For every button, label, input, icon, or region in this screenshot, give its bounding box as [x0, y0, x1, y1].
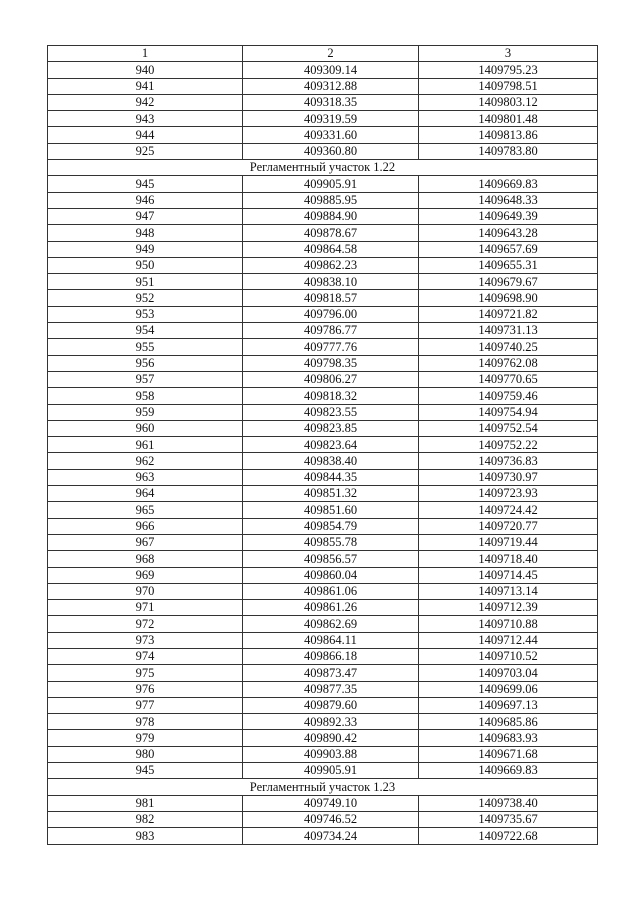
- table-row: [48, 502, 598, 518]
- section-row: [48, 160, 598, 176]
- point-number-cell: 959: [48, 404, 243, 420]
- point-number-cell: 983: [48, 828, 243, 844]
- point-number-cell: 950: [48, 257, 243, 273]
- point-number-cell: 958: [48, 388, 243, 404]
- point-number-cell: 976: [48, 681, 243, 697]
- header-cell-x: 2: [243, 46, 419, 62]
- point-number-cell: 960: [48, 420, 243, 436]
- x-coordinate-cell: 409838.40: [243, 453, 419, 469]
- table-row: [48, 469, 598, 485]
- table-row: [48, 208, 598, 224]
- y-coordinate-cell: 1409730.97: [419, 469, 598, 485]
- table-row: [48, 339, 598, 355]
- y-coordinate-cell: 1409813.86: [419, 127, 598, 143]
- x-coordinate-cell: 409796.00: [243, 306, 419, 322]
- y-coordinate-cell: 1409669.83: [419, 763, 598, 779]
- table-row: [48, 681, 598, 697]
- x-coordinate-cell: 409806.27: [243, 371, 419, 387]
- table-row: [48, 225, 598, 241]
- coordinates-table: [47, 45, 598, 845]
- y-coordinate-cell: 1409712.44: [419, 632, 598, 648]
- table-row: [48, 746, 598, 762]
- y-coordinate-cell: 1409649.39: [419, 208, 598, 224]
- table-row: [48, 437, 598, 453]
- point-number-cell: 945: [48, 176, 243, 192]
- point-number-cell: 977: [48, 697, 243, 713]
- point-number-cell: 978: [48, 714, 243, 730]
- y-coordinate-cell: 1409683.93: [419, 730, 598, 746]
- x-coordinate-cell: 409903.88: [243, 746, 419, 762]
- x-coordinate-cell: 409854.79: [243, 518, 419, 534]
- x-coordinate-cell: 409861.06: [243, 583, 419, 599]
- point-number-cell: 956: [48, 355, 243, 371]
- y-coordinate-cell: 1409718.40: [419, 551, 598, 567]
- y-coordinate-cell: 1409798.51: [419, 78, 598, 94]
- x-coordinate-cell: 409319.59: [243, 111, 419, 127]
- point-number-cell: 941: [48, 78, 243, 94]
- point-number-cell: 967: [48, 534, 243, 550]
- header-cell-point: 1: [48, 46, 243, 62]
- y-coordinate-cell: 1409735.67: [419, 811, 598, 827]
- x-coordinate-cell: 409873.47: [243, 665, 419, 681]
- y-coordinate-cell: 1409720.77: [419, 518, 598, 534]
- x-coordinate-cell: 409818.32: [243, 388, 419, 404]
- y-coordinate-cell: 1409770.65: [419, 371, 598, 387]
- x-coordinate-cell: 409860.04: [243, 567, 419, 583]
- section-row: [48, 779, 598, 795]
- point-number-cell: 954: [48, 323, 243, 339]
- y-coordinate-cell: 1409803.12: [419, 94, 598, 110]
- x-coordinate-cell: 409312.88: [243, 78, 419, 94]
- y-coordinate-cell: 1409724.42: [419, 502, 598, 518]
- x-coordinate-cell: 409823.85: [243, 420, 419, 436]
- header-row: [48, 46, 598, 62]
- x-coordinate-cell: 409331.60: [243, 127, 419, 143]
- y-coordinate-cell: 1409719.44: [419, 534, 598, 550]
- point-number-cell: 925: [48, 143, 243, 159]
- point-number-cell: 968: [48, 551, 243, 567]
- x-coordinate-cell: 409818.57: [243, 290, 419, 306]
- point-number-cell: 949: [48, 241, 243, 257]
- table-row: [48, 486, 598, 502]
- y-coordinate-cell: 1409713.14: [419, 583, 598, 599]
- point-number-cell: 975: [48, 665, 243, 681]
- point-number-cell: 944: [48, 127, 243, 143]
- y-coordinate-cell: 1409657.69: [419, 241, 598, 257]
- point-number-cell: 951: [48, 274, 243, 290]
- y-coordinate-cell: 1409762.08: [419, 355, 598, 371]
- table-row: [48, 632, 598, 648]
- table-row: [48, 290, 598, 306]
- point-number-cell: 948: [48, 225, 243, 241]
- table-row: [48, 241, 598, 257]
- x-coordinate-cell: 409798.35: [243, 355, 419, 371]
- y-coordinate-cell: 1409731.13: [419, 323, 598, 339]
- x-coordinate-cell: 409855.78: [243, 534, 419, 550]
- x-coordinate-cell: 409851.32: [243, 486, 419, 502]
- table-row: [48, 730, 598, 746]
- point-number-cell: 946: [48, 192, 243, 208]
- y-coordinate-cell: 1409740.25: [419, 339, 598, 355]
- table-row: [48, 404, 598, 420]
- x-coordinate-cell: 409864.11: [243, 632, 419, 648]
- x-coordinate-cell: 409890.42: [243, 730, 419, 746]
- table-row: [48, 583, 598, 599]
- point-number-cell: 942: [48, 94, 243, 110]
- x-coordinate-cell: 409877.35: [243, 681, 419, 697]
- y-coordinate-cell: 1409721.82: [419, 306, 598, 322]
- table-row: [48, 453, 598, 469]
- x-coordinate-cell: 409777.76: [243, 339, 419, 355]
- header-cell-y: 3: [419, 46, 598, 62]
- table-row: [48, 78, 598, 94]
- y-coordinate-cell: 1409703.04: [419, 665, 598, 681]
- y-coordinate-cell: 1409710.88: [419, 616, 598, 632]
- x-coordinate-cell: 409905.91: [243, 176, 419, 192]
- x-coordinate-cell: 409856.57: [243, 551, 419, 567]
- table-row: [48, 176, 598, 192]
- y-coordinate-cell: 1409759.46: [419, 388, 598, 404]
- point-number-cell: 973: [48, 632, 243, 648]
- y-coordinate-cell: 1409699.06: [419, 681, 598, 697]
- table-row: [48, 714, 598, 730]
- x-coordinate-cell: 409861.26: [243, 600, 419, 616]
- table-row: [48, 648, 598, 664]
- x-coordinate-cell: 409885.95: [243, 192, 419, 208]
- x-coordinate-cell: 409823.55: [243, 404, 419, 420]
- point-number-cell: 971: [48, 600, 243, 616]
- table-row: [48, 306, 598, 322]
- x-coordinate-cell: 409851.60: [243, 502, 419, 518]
- table-row: [48, 274, 598, 290]
- y-coordinate-cell: 1409697.13: [419, 697, 598, 713]
- point-number-cell: 964: [48, 486, 243, 502]
- x-coordinate-cell: 409734.24: [243, 828, 419, 844]
- table-row: [48, 763, 598, 779]
- y-coordinate-cell: 1409783.80: [419, 143, 598, 159]
- x-coordinate-cell: 409838.10: [243, 274, 419, 290]
- point-number-cell: 961: [48, 437, 243, 453]
- point-number-cell: 943: [48, 111, 243, 127]
- point-number-cell: 965: [48, 502, 243, 518]
- x-coordinate-cell: 409864.58: [243, 241, 419, 257]
- table-row: [48, 371, 598, 387]
- section-title: Регламентный участок 1.22: [48, 160, 598, 176]
- table-row: [48, 355, 598, 371]
- table-row: [48, 192, 598, 208]
- point-number-cell: 969: [48, 567, 243, 583]
- point-number-cell: 947: [48, 208, 243, 224]
- point-number-cell: 974: [48, 648, 243, 664]
- table-row: [48, 62, 598, 78]
- y-coordinate-cell: 1409669.83: [419, 176, 598, 192]
- x-coordinate-cell: 409786.77: [243, 323, 419, 339]
- table-row: [48, 388, 598, 404]
- x-coordinate-cell: 409360.80: [243, 143, 419, 159]
- x-coordinate-cell: 409866.18: [243, 648, 419, 664]
- point-number-cell: 962: [48, 453, 243, 469]
- point-number-cell: 957: [48, 371, 243, 387]
- y-coordinate-cell: 1409712.39: [419, 600, 598, 616]
- point-number-cell: 980: [48, 746, 243, 762]
- y-coordinate-cell: 1409801.48: [419, 111, 598, 127]
- point-number-cell: 945: [48, 763, 243, 779]
- x-coordinate-cell: 409309.14: [243, 62, 419, 78]
- table-row: [48, 127, 598, 143]
- y-coordinate-cell: 1409679.67: [419, 274, 598, 290]
- table-row: [48, 828, 598, 844]
- y-coordinate-cell: 1409714.45: [419, 567, 598, 583]
- point-number-cell: 940: [48, 62, 243, 78]
- y-coordinate-cell: 1409754.94: [419, 404, 598, 420]
- point-number-cell: 955: [48, 339, 243, 355]
- x-coordinate-cell: 409884.90: [243, 208, 419, 224]
- y-coordinate-cell: 1409738.40: [419, 795, 598, 811]
- table-row: [48, 323, 598, 339]
- x-coordinate-cell: 409746.52: [243, 811, 419, 827]
- y-coordinate-cell: 1409698.90: [419, 290, 598, 306]
- y-coordinate-cell: 1409643.28: [419, 225, 598, 241]
- x-coordinate-cell: 409749.10: [243, 795, 419, 811]
- table-row: [48, 518, 598, 534]
- y-coordinate-cell: 1409723.93: [419, 486, 598, 502]
- y-coordinate-cell: 1409710.52: [419, 648, 598, 664]
- table-row: [48, 665, 598, 681]
- table-row: [48, 94, 598, 110]
- x-coordinate-cell: 409878.67: [243, 225, 419, 241]
- point-number-cell: 972: [48, 616, 243, 632]
- table-row: [48, 811, 598, 827]
- y-coordinate-cell: 1409795.23: [419, 62, 598, 78]
- table-row: [48, 795, 598, 811]
- table-row: [48, 616, 598, 632]
- y-coordinate-cell: 1409736.83: [419, 453, 598, 469]
- table-row: [48, 567, 598, 583]
- x-coordinate-cell: 409844.35: [243, 469, 419, 485]
- table-row: [48, 600, 598, 616]
- x-coordinate-cell: 409862.69: [243, 616, 419, 632]
- point-number-cell: 963: [48, 469, 243, 485]
- x-coordinate-cell: 409892.33: [243, 714, 419, 730]
- y-coordinate-cell: 1409671.68: [419, 746, 598, 762]
- y-coordinate-cell: 1409752.54: [419, 420, 598, 436]
- point-number-cell: 952: [48, 290, 243, 306]
- table-row: [48, 143, 598, 159]
- table-row: [48, 257, 598, 273]
- table-row: [48, 551, 598, 567]
- y-coordinate-cell: 1409648.33: [419, 192, 598, 208]
- table-row: [48, 534, 598, 550]
- y-coordinate-cell: 1409655.31: [419, 257, 598, 273]
- section-title: Регламентный участок 1.23: [48, 779, 598, 795]
- point-number-cell: 970: [48, 583, 243, 599]
- y-coordinate-cell: 1409685.86: [419, 714, 598, 730]
- table-row: [48, 697, 598, 713]
- point-number-cell: 953: [48, 306, 243, 322]
- table-body: [48, 46, 598, 845]
- x-coordinate-cell: 409905.91: [243, 763, 419, 779]
- table-row: [48, 420, 598, 436]
- y-coordinate-cell: 1409752.22: [419, 437, 598, 453]
- point-number-cell: 966: [48, 518, 243, 534]
- x-coordinate-cell: 409862.23: [243, 257, 419, 273]
- x-coordinate-cell: 409318.35: [243, 94, 419, 110]
- point-number-cell: 979: [48, 730, 243, 746]
- x-coordinate-cell: 409823.64: [243, 437, 419, 453]
- point-number-cell: 981: [48, 795, 243, 811]
- x-coordinate-cell: 409879.60: [243, 697, 419, 713]
- table-row: [48, 111, 598, 127]
- point-number-cell: 982: [48, 811, 243, 827]
- y-coordinate-cell: 1409722.68: [419, 828, 598, 844]
